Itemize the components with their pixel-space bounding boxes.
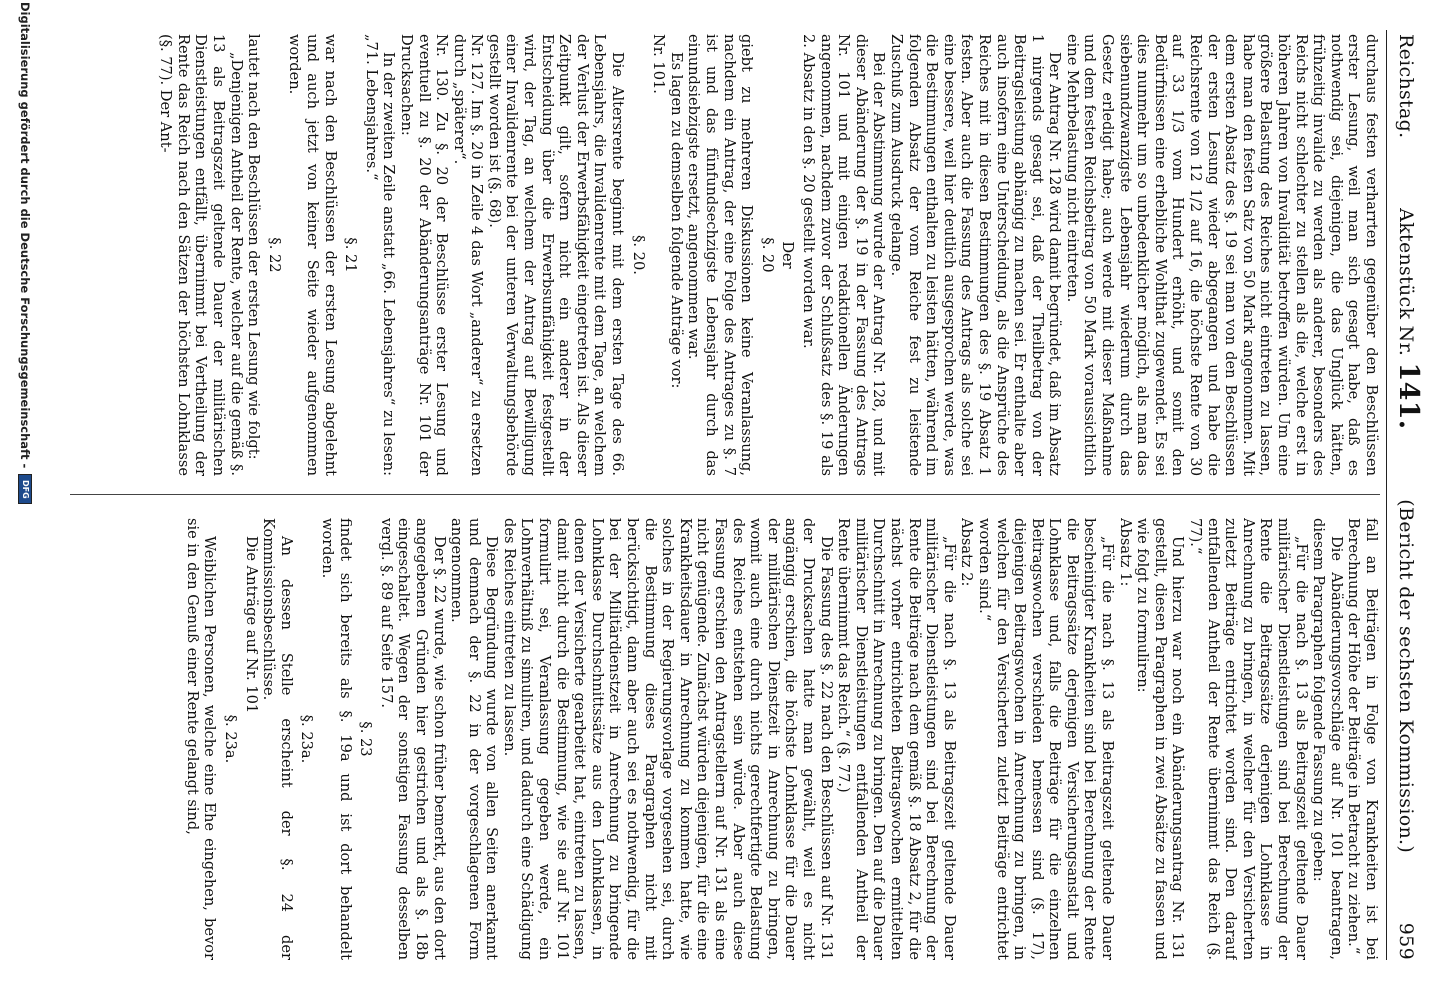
motion-number: Nr. 101. bbox=[650, 34, 668, 94]
right-column bbox=[80, 518, 1380, 960]
paragraph: Der Antrag Nr. 128 wird damit begründet, daß im Absatz 1 nirgends gesagt sei, daß der Theilbetrag von der Beitragsleistung abhängig zu machen sei. Er enthalte aber auch insofern eine Unterscheidung, als die Ansprüche des Reiches mit in diesen Bestimmungen des §. 19 Absatz 1 festen. Aber auch die Fassung des Antrags als solche sei eine bessere, weil hier deutlich ausgesprochen werde, was die Bestimmungen enthalten zu leisten hätten, während im folgenden Absatz der vom Reiche fest zu leistende Zuschuß zum Ausdruck gelange. bbox=[887, 34, 1064, 476]
paragraph: Bei der Abstimmung wurde der Antrag Nr. 128, und mit dieser Abänderung der §. 19 in der Fassung des Antrags Nr. 101 und mit einigen redaktionellen Änderungen angenommen, nachdem zuvor der Schlußsatz des §. 19 als 2. Absatz in den §. 20 gestellt worden war. bbox=[800, 34, 888, 476]
header-left: Reichstag. bbox=[1395, 34, 1417, 139]
quoted-text: „Für die nach §. 13 als Beitragszeit geltende Dauer militärischer Dienstleistungen sind bei Berechnung der Rente die Beiträge nach dem gemäß §. 18 Absatz 2, für die nächst vorher entrichteten Beitragswochen ermittelten Durchschnitt in Anrechnung zu bringen. Den auf die Dauer militärischer Dienstleistungen entfallenden Antheil der Rente übernimmt das Reich.“ (§. 77.) bbox=[835, 518, 958, 960]
paragraph-label: Absatz 1: bbox=[1116, 518, 1134, 587]
header-subtitle: (Bericht der sechsten Kommission.) bbox=[1395, 499, 1417, 854]
paragraph: findet sich bereits als §. 19a und ist dort behandelt worden. bbox=[318, 518, 354, 960]
paragraph: durchaus festen verharrten gegenüber den Beschlüssen erster Lesung, weil man sich gesagt habe, daß es nothwendig sei, diejenigen, die das Unglück hätten, frühzeitig invalide zu werden als anderer, besonders des Reichs nicht schlechter zu stellen als die, welche erst in höheren Jahren von Invalidität betroffen würden. Um eine größere Belastung des Reiches nicht eintreten zu lassen, habe man den festen Satz von 50 Mark angenommen. Mit dem ersten Absatz des §. 19 sei man von den Beschlüssen der ersten Lesung wieder abgegangen und habe die Reichsrente von 12 1/2 auf 16, die höchste Rente von 30 auf 33 1/3 vom Hundert erhöht, und somit den Bedürfnissen eine erhebliche Wohlthat zugewendet. Es sei dies nunmehr um so unbedenklicher möglich, als man das siebenundzwanzigste Lebensjahr wiederum durch das Gesetz erledigt habe; auch werde mit dieser Maßnahme und dem festen Reichsbeitrag von 50 Mark voraussichtlich eine Mehrbelastung nicht eintreten. bbox=[1063, 34, 1380, 476]
page-number: 959 bbox=[1395, 922, 1417, 960]
paragraph: fall an Beiträgen in Folge von Krankheiten ist bei Berechnung der Höhe der Beiträge in Betracht zu ziehen.“ bbox=[1345, 518, 1380, 960]
document-number: 141. bbox=[1393, 362, 1424, 430]
header-rule bbox=[1386, 30, 1387, 960]
paragraph: war nach den Beschlüssen der ersten Lesung abgelehnt und auch jetzt von keiner Seite wieder aufgenommen worden. bbox=[286, 34, 339, 476]
section-heading: §. 21 bbox=[342, 237, 360, 273]
paragraph-label: Absatz 2: bbox=[958, 518, 976, 587]
paragraph: Die Abänderungsvorschläge auf Nr. 101 beantragen, diesem Paragraphen folgende Fassung zu geben: bbox=[1310, 518, 1345, 960]
section-heading: §. 23 bbox=[357, 721, 375, 757]
dfg-logo: DFG bbox=[18, 474, 32, 504]
quoted-text: „Für die nach §. 13 als Beitragszeit geltende Dauer militärischer Dienstleistungen sind bei Berechnung der Rente die Beitragssätze derjenigen Lohnklasse in Anrechnung zu bringen, in welcher für den Versicherten zuletzt Beiträge entrichtet worden sind. Den darauf entfallenden Antheil der Rente übernimmt das Reich (§. 77).“ bbox=[1187, 518, 1310, 960]
paragraph: Diese Begründung wurde von allen Seiten anerkannt und demnach der §. 22 in der vorgeschlagenen Form angenommen. bbox=[448, 518, 501, 960]
paragraph: Der §. 22 wurde, wie schon früher bemerkt, aus den dort angegebenen Gründen hier gestrichen und als §. 18b eingeschaltet. Wegen der sonstigen Fassung desselben vergl. §. 89 auf Seite 157. bbox=[377, 518, 448, 960]
motion-paragraph: Nr. 130. Zu §. 20 der Beschlüsse erster Lesung und eventuell zu §. 20 der Abänderungsanträge Nr. 101 der Drucksachen: bbox=[397, 34, 451, 476]
footer-text: Digitalisierung gefördert durch die Deutsche Forschungsgemeinschaft - bbox=[18, 2, 32, 469]
paragraph: Und hierzu war noch ein Abänderungsantrag Nr. 131 gestellt, diesen Paragraphen in zwei Absätze zu fassen und wie folgt zu formuliren: bbox=[1134, 518, 1187, 960]
header-center bbox=[1393, 208, 1424, 429]
digitization-footer bbox=[10, 0, 40, 1000]
section-heading: §. 23a. bbox=[298, 714, 316, 764]
paragraph: Es lagen zu demselben folgende Anträge vor: bbox=[667, 52, 685, 389]
quoted-text: „Denjenigen Antheil der Rente, welcher auf die gemäß §. 13 als Beitragszeit geltende Dauer der militärischen Dienstleistungen entfällt, übernimmt bei Vertheilung der Rente das Reich nach den Sätzen der höchsten Lohnklasse (§. 77). Der Ant- bbox=[157, 34, 245, 476]
paragraph: An dessen Stelle erscheint der §. 24 der Kommissionsbeschlüsse. bbox=[260, 518, 295, 960]
motion-paragraph: Nr. 127. Im §. 20 in Zeile 4 das Wort „anderer“ zu ersetzen durch „späterer“. bbox=[450, 34, 486, 476]
section-heading: §. 22 bbox=[265, 237, 283, 273]
paragraph: Die Fassung des §. 22 nach den Beschlüssen auf Nr. 131 der Drucksachen hatte man gewählt, weil es nicht angängig erschien, die höchste Lohnklasse für die Dauer der militärischen Dienstzeit in Anrechnung zu bringen, womit auch eine durch nichts gerechtfertigte Belastung des Reiches entstehen sein würde. Aber auch diese Fassung erschien den Antragstellern auf Nr. 131 als eine nicht genügende. Zunächst würden diejenigen, für die eine Krankheitsdauer in Anrechnung zu kommen hatte, wie solches in der Regierungsvorlage vorgesehen sei, durch die Bestimmung dieses Paragraphen nicht mit berücksichtigt, dann aber auch sei es nothwendig, für die bei der Militärdienstzeit in Anrechnung zu bringende Lohnklasse Durchschnittssätze aus den Lohnklassen, in denen der Versicherte gearbeitet hat, eintreten zu lassen, damit nicht durch die Bestimmung, wie sie auf Nr. 101 formulirt sei, Veranlassung gegeben werde, ein Lohnverhältniß zu simuliren, und dadurch eine Schädigung des Reiches eintreten zu lassen. bbox=[500, 518, 835, 960]
quoted-text: Weiblichen Personen, welche eine Ehe eingehen, bevor sie in den Genuß einer Rente gelangt sind, bbox=[183, 518, 219, 960]
quoted-text: In der zweiten Zeile anstatt „66. Lebensjahres“ zu lesen: „71. Lebensjahres.“ bbox=[362, 34, 398, 476]
quoted-text: „Für die nach §. 13 als Beitragszeit geltende Dauer bescheinigter Krankheiten sind bei Berechnung der Rente die Beitragssätze derjenigen Versicherungsanstalt und Lohnklasse und, falls die Beiträge für die einzelnen Beitragswochen verschieden bemessen sind (§. 17), diejenigen Beitragswochen in Anrechnung zu bringen, in welchen für den Versicherten zuletzt Beiträge entrichtet worden sind.“ bbox=[975, 518, 1117, 960]
section-heading: §. 20 bbox=[758, 237, 776, 273]
section-heading: §. 20. bbox=[629, 235, 647, 275]
header-prefix: Aktenstück Nr. bbox=[1395, 208, 1417, 357]
column-divider bbox=[70, 494, 1380, 495]
paragraph: lautet nach den Beschlüssen der ersten Lesung wie folgt: bbox=[245, 34, 263, 460]
left-column bbox=[80, 34, 1380, 476]
quoted-text: Die Altersrente beginnt mit dem ersten Tage des 66. Lebensjahrs, die Invalidenrente mit dem Tage, an welchem der Verlust der Erwerbsfähigkeit eingetreten ist. Als dieser Zeitpunkt gilt, sofern nicht ein anderer in der Entscheidung über die Erwerbsunfähigkeit festgestellt wird, der Tag, an welchem der Antrag auf Bewilligung einer Invalidenrente bei der unteren Verwaltungsbehörde gestellt worden ist (§. 68). bbox=[485, 34, 627, 476]
paragraph: Die Anträge auf Nr. 101 bbox=[242, 536, 260, 714]
page-header bbox=[1384, 34, 1424, 960]
section-heading: §. 23a. bbox=[222, 714, 239, 764]
paragraph: giebt zu mehreren Diskussionen keine Veranlassung, nachdem ein Antrag, der eine Folge des Antrages zu §. 7 ist und das fünfundsechzigste Lebensjahr durch das einundsiebzigste ersetzt, angenommen war. bbox=[685, 34, 756, 476]
word-der: Der bbox=[779, 241, 797, 269]
